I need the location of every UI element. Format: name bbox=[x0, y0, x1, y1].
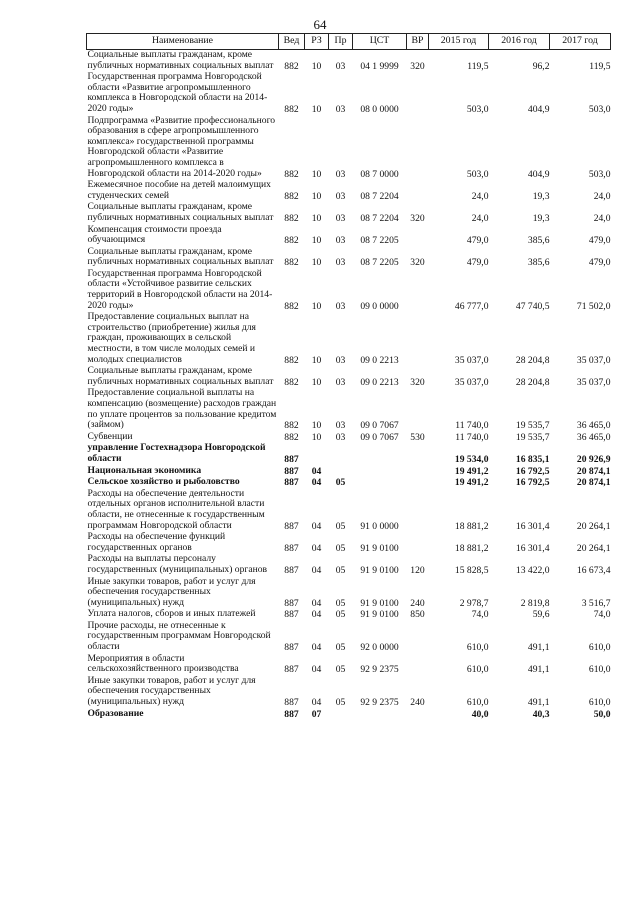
row-vr bbox=[407, 388, 429, 431]
row-rz: 04 bbox=[311, 465, 322, 477]
row-2015: 35 037,0 bbox=[454, 376, 489, 388]
row-name: Уплата налогов, сборов и иных платежей bbox=[87, 608, 256, 620]
row-vr bbox=[407, 532, 429, 554]
header-name: Наименование bbox=[87, 34, 279, 50]
row-cst: 92 9 2375 bbox=[360, 664, 399, 676]
row-cst bbox=[353, 709, 407, 721]
row-cst: 08 7 0000 bbox=[360, 168, 399, 180]
row-ved: 887 bbox=[284, 664, 299, 676]
row-name: Сельское хозяйство и рыболовство bbox=[87, 476, 240, 488]
row-name: Государственная программа Новгородской области «Развитие агропромышленного комплекса в Новгородской области на 2014-2020 годы» bbox=[87, 71, 268, 114]
row-2016: 19,3 bbox=[532, 212, 550, 224]
row-pr: 03 bbox=[335, 420, 346, 432]
row-2016: 16 792,5 bbox=[515, 477, 550, 489]
row-ved: 882 bbox=[284, 103, 299, 115]
row-2015: 11 740,0 bbox=[455, 431, 489, 443]
row-ved: 882 bbox=[284, 300, 299, 312]
row-vr: 240 bbox=[410, 597, 425, 609]
row-rz: 04 bbox=[311, 697, 322, 709]
row-2016: 385,6 bbox=[527, 257, 550, 269]
row-vr bbox=[407, 72, 429, 115]
row-2015: 15 828,5 bbox=[454, 564, 489, 576]
row-rz bbox=[305, 443, 329, 465]
row-cst: 08 7 2205 bbox=[360, 257, 399, 269]
row-name: Государственная программа Новгородской области «Устойчивое развитие сельских территорий в Новгородской области на 2014-2020 годы» bbox=[87, 267, 273, 311]
row-vr: 320 bbox=[410, 212, 425, 224]
row-pr: 03 bbox=[335, 354, 346, 366]
header-rz: РЗ bbox=[305, 34, 329, 50]
row-name: Расходы на выплаты персоналу государственных (муниципальных) органов bbox=[87, 553, 268, 575]
row-2017: 20 874,1 bbox=[576, 477, 611, 489]
row-vr bbox=[407, 489, 429, 532]
row-rz: 10 bbox=[311, 168, 322, 180]
row-rz: 04 bbox=[311, 564, 322, 576]
table-row bbox=[87, 180, 611, 202]
row-2016: 16 792,5 bbox=[515, 465, 550, 477]
row-name: управление Гостехнадзора Новгородской области bbox=[87, 442, 266, 464]
row-2016: 59,6 bbox=[532, 609, 550, 621]
row-vr bbox=[407, 654, 429, 676]
row-rz: 10 bbox=[311, 376, 322, 388]
row-ved: 882 bbox=[284, 60, 299, 72]
header-vr: ВР bbox=[407, 34, 429, 50]
row-ved: 887 bbox=[284, 697, 299, 709]
row-vr bbox=[407, 116, 429, 181]
row-ved: 887 bbox=[284, 609, 299, 621]
row-rz: 10 bbox=[311, 103, 322, 115]
row-cst: 09 0 7067 bbox=[360, 431, 399, 443]
row-cst: 09 0 0000 bbox=[360, 300, 399, 312]
row-vr bbox=[407, 709, 429, 721]
row-2017: 3 516,7 bbox=[581, 597, 611, 609]
row-rz: 04 bbox=[311, 664, 322, 676]
row-cst: 08 7 2204 bbox=[360, 190, 399, 202]
row-2016: 96,2 bbox=[532, 60, 550, 72]
row-2015: 19 491,2 bbox=[454, 465, 489, 477]
row-pr: 05 bbox=[335, 542, 346, 554]
table-row bbox=[87, 366, 611, 388]
row-2017: 20 874,1 bbox=[576, 465, 611, 477]
row-2015: 74,0 bbox=[471, 609, 489, 621]
header-cst: ЦСТ bbox=[353, 34, 407, 50]
row-cst bbox=[353, 477, 407, 489]
row-2016: 19 535,7 bbox=[515, 431, 550, 443]
row-pr: 05 bbox=[335, 664, 346, 676]
header-pr: Пр bbox=[329, 34, 353, 50]
row-2015: 503,0 bbox=[466, 168, 489, 180]
row-pr bbox=[329, 709, 353, 721]
row-2015: 19 534,0 bbox=[454, 453, 489, 465]
row-2016: 47 740,5 bbox=[515, 300, 550, 312]
row-2015: 610,0 bbox=[466, 642, 489, 654]
row-2016: 28 204,8 bbox=[515, 354, 550, 366]
row-cst: 04 1 9999 bbox=[360, 60, 399, 72]
row-2016: 16 301,4 bbox=[515, 520, 550, 532]
row-2017: 24,0 bbox=[593, 212, 611, 224]
table-row bbox=[87, 116, 611, 181]
table-row bbox=[87, 269, 611, 312]
row-2015: 18 881,2 bbox=[454, 520, 489, 532]
row-rz: 10 bbox=[311, 431, 322, 443]
table-row bbox=[87, 50, 611, 73]
row-vr bbox=[407, 443, 429, 465]
row-rz: 04 bbox=[311, 609, 322, 621]
row-2016: 13 422,0 bbox=[515, 564, 550, 576]
table-row bbox=[87, 477, 611, 489]
row-2017: 479,0 bbox=[588, 235, 611, 247]
row-2015: 119,5 bbox=[467, 60, 489, 72]
row-2015: 35 037,0 bbox=[454, 354, 489, 366]
row-vr: 320 bbox=[410, 376, 425, 388]
row-2017: 16 673,4 bbox=[576, 564, 611, 576]
row-pr: 03 bbox=[335, 431, 346, 443]
row-ved: 887 bbox=[284, 453, 299, 465]
row-2016: 19 535,7 bbox=[515, 420, 550, 432]
row-vr bbox=[407, 225, 429, 247]
row-name: Предоставление социальных выплат на строительство (приобретение) жилья для граждан, проживающих в сельской местности, в том числе молодых семей и молодых специалистов bbox=[87, 311, 256, 365]
row-ved: 887 bbox=[284, 477, 299, 489]
row-2016: 28 204,8 bbox=[515, 376, 550, 388]
row-2017: 119,5 bbox=[589, 60, 611, 72]
row-2017: 20 264,1 bbox=[576, 542, 611, 554]
row-2016: 16 835,1 bbox=[515, 453, 550, 465]
header-2016: 2016 год bbox=[489, 34, 550, 50]
row-vr: 530 bbox=[410, 431, 425, 443]
row-2015: 18 881,2 bbox=[454, 542, 489, 554]
row-rz: 04 bbox=[311, 477, 322, 489]
row-2017: 610,0 bbox=[588, 642, 611, 654]
row-pr: 03 bbox=[335, 300, 346, 312]
row-cst: 08 7 2205 bbox=[360, 235, 399, 247]
row-pr: 03 bbox=[335, 376, 346, 388]
row-vr bbox=[407, 180, 429, 202]
row-cst bbox=[353, 443, 407, 465]
row-ved: 887 bbox=[284, 708, 299, 720]
table-row bbox=[87, 72, 611, 115]
row-cst bbox=[353, 466, 407, 478]
row-name: Предоставление социальной выплаты на компенсацию (возмещение) расходов граждан по уплате процентов за пользование кредитом (займом) bbox=[87, 387, 277, 431]
header-2017: 2017 год bbox=[550, 34, 611, 50]
row-ved: 887 bbox=[284, 542, 299, 554]
table-row bbox=[87, 489, 611, 532]
row-pr: 03 bbox=[335, 257, 346, 269]
row-ved: 882 bbox=[284, 212, 299, 224]
row-pr bbox=[329, 466, 353, 478]
table-row bbox=[87, 554, 611, 576]
row-name: Компенсация стоимости проезда обучающимся bbox=[87, 223, 222, 246]
row-2015: 40,0 bbox=[471, 708, 489, 720]
row-pr: 05 bbox=[335, 609, 346, 621]
row-2016: 491,1 bbox=[527, 664, 550, 676]
row-rz: 10 bbox=[311, 190, 322, 202]
table-row bbox=[87, 388, 611, 431]
row-ved: 887 bbox=[284, 465, 299, 477]
row-ved: 882 bbox=[284, 190, 299, 202]
row-rz: 10 bbox=[311, 235, 322, 247]
row-ved: 882 bbox=[284, 257, 299, 269]
table-row bbox=[87, 532, 611, 554]
row-rz: 10 bbox=[311, 212, 322, 224]
row-2017: 24,0 bbox=[593, 190, 611, 202]
row-name: Подпрограмма «Развитие профессионального образования в сфере агропромышленного комплекса» государственной программы Новгородской области «Развитие агропромышленного комплекса в Новгородской области на 2014-2020 годы» bbox=[87, 114, 276, 179]
row-2017: 35 037,0 bbox=[576, 376, 611, 388]
row-ved: 882 bbox=[284, 376, 299, 388]
row-2017: 71 502,0 bbox=[576, 300, 611, 312]
row-2016: 491,1 bbox=[527, 642, 550, 654]
row-name: Расходы на обеспечение деятельности отдельных органов исполнительной власти области, не отнесенные к государственным программам Новгородской области bbox=[87, 487, 265, 531]
row-pr: 03 bbox=[335, 103, 346, 115]
row-ved: 882 bbox=[284, 431, 299, 443]
row-ved: 882 bbox=[284, 235, 299, 247]
table-row bbox=[87, 312, 611, 366]
row-2017: 503,0 bbox=[588, 168, 611, 180]
row-2017: 20 264,1 bbox=[576, 520, 611, 532]
row-2016: 404,9 bbox=[527, 168, 550, 180]
row-rz: 04 bbox=[311, 642, 322, 654]
row-name: Иные закупки товаров, работ и услуг для обеспечения государственных (муниципальных) нужд bbox=[87, 674, 256, 708]
row-2017: 36 465,0 bbox=[576, 431, 611, 443]
row-rz: 10 bbox=[311, 420, 322, 432]
table-row bbox=[87, 709, 611, 721]
row-ved: 882 bbox=[284, 354, 299, 366]
table-body bbox=[87, 50, 611, 721]
row-cst: 91 9 0100 bbox=[360, 542, 399, 554]
row-pr: 03 bbox=[335, 168, 346, 180]
row-2016: 40,3 bbox=[532, 708, 550, 720]
row-cst: 08 0 0000 bbox=[360, 103, 399, 115]
row-ved: 882 bbox=[284, 420, 299, 432]
row-name: Ежемесячное пособие на детей малоимущих студенческих семей bbox=[87, 179, 271, 201]
row-name: Прочие расходы, не отнесенные к государственным программам Новгородской области bbox=[87, 619, 271, 653]
row-pr: 05 bbox=[335, 564, 346, 576]
row-vr: 120 bbox=[410, 564, 425, 576]
header-ved: Вед bbox=[279, 34, 305, 50]
row-2016: 16 301,4 bbox=[515, 542, 550, 554]
row-name: Социальные выплаты гражданам, кроме публичных нормативных социальных выплат bbox=[87, 245, 274, 268]
row-pr: 03 bbox=[335, 60, 346, 72]
row-2016: 19,3 bbox=[532, 190, 550, 202]
table-row bbox=[87, 202, 611, 224]
header-2015: 2015 год bbox=[429, 34, 489, 50]
row-cst: 91 0 0000 bbox=[360, 520, 399, 532]
table-row bbox=[87, 654, 611, 676]
row-cst: 91 9 0100 bbox=[360, 564, 399, 576]
page-number: 64 bbox=[313, 17, 327, 32]
row-2015: 610,0 bbox=[466, 664, 489, 676]
row-pr: 03 bbox=[335, 190, 346, 202]
row-cst: 92 0 0000 bbox=[360, 642, 399, 654]
table-row bbox=[87, 577, 611, 610]
budget-table bbox=[86, 33, 611, 720]
row-2015: 2 978,7 bbox=[459, 597, 489, 609]
row-vr bbox=[407, 312, 429, 366]
row-rz: 04 bbox=[311, 597, 322, 609]
row-pr bbox=[329, 443, 353, 465]
row-2017: 50,0 bbox=[593, 708, 611, 720]
row-rz: 10 bbox=[311, 257, 322, 269]
row-rz: 10 bbox=[311, 300, 322, 312]
row-name: Национальная экономика bbox=[87, 464, 202, 476]
row-name: Субвенции bbox=[87, 430, 133, 442]
row-cst: 91 9 0100 bbox=[360, 597, 399, 609]
row-name: Социальные выплаты гражданам, кроме публичных нормативных социальных выплат bbox=[87, 49, 274, 71]
row-2017: 610,0 bbox=[588, 664, 611, 676]
row-vr bbox=[407, 621, 429, 654]
row-2015: 46 777,0 bbox=[454, 300, 489, 312]
row-2017: 35 037,0 bbox=[576, 354, 611, 366]
table-row bbox=[87, 247, 611, 269]
table-row bbox=[87, 443, 611, 465]
row-name: Мероприятия в области сельскохозяйственного производства bbox=[87, 652, 239, 675]
row-vr: 320 bbox=[410, 257, 425, 269]
table-row bbox=[87, 621, 611, 654]
row-rz: 04 bbox=[311, 542, 322, 554]
row-pr: 03 bbox=[335, 235, 346, 247]
row-2017: 36 465,0 bbox=[576, 420, 611, 432]
row-ved: 887 bbox=[284, 564, 299, 576]
row-name: Иные закупки товаров, работ и услуг для обеспечения государственных (муниципальных) нужд bbox=[87, 575, 256, 608]
row-2017: 479,0 bbox=[588, 257, 611, 269]
row-2015: 19 491,2 bbox=[454, 477, 489, 489]
table-row bbox=[87, 676, 611, 709]
row-2016: 404,9 bbox=[527, 103, 550, 115]
row-rz: 10 bbox=[311, 354, 322, 366]
row-ved: 882 bbox=[284, 168, 299, 180]
row-cst: 91 9 0100 bbox=[360, 609, 399, 621]
row-ved: 887 bbox=[284, 597, 299, 609]
row-pr: 05 bbox=[335, 597, 346, 609]
row-cst: 09 0 2213 bbox=[360, 376, 399, 388]
row-2015: 610,0 bbox=[466, 697, 489, 709]
row-cst: 92 9 2375 bbox=[360, 697, 399, 709]
row-2016: 385,6 bbox=[527, 235, 550, 247]
row-2015: 479,0 bbox=[466, 235, 489, 247]
row-vr bbox=[407, 269, 429, 312]
row-2016: 2 819,8 bbox=[520, 597, 550, 609]
row-2015: 11 740,0 bbox=[455, 420, 489, 432]
row-2015: 24,0 bbox=[471, 212, 489, 224]
table-row bbox=[87, 225, 611, 247]
row-pr: 03 bbox=[335, 212, 346, 224]
row-ved: 887 bbox=[284, 642, 299, 654]
row-2017: 20 926,9 bbox=[576, 453, 611, 465]
row-2015: 503,0 bbox=[466, 103, 489, 115]
row-vr: 320 bbox=[410, 60, 425, 72]
row-rz: 10 bbox=[311, 60, 322, 72]
row-name: Образование bbox=[87, 707, 144, 719]
row-2015: 479,0 bbox=[466, 257, 489, 269]
row-pr: 05 bbox=[335, 477, 346, 489]
row-cst: 09 0 7067 bbox=[360, 420, 399, 432]
row-rz: 04 bbox=[311, 520, 322, 532]
row-vr: 240 bbox=[410, 697, 425, 709]
row-vr bbox=[407, 466, 429, 478]
row-cst: 09 0 2213 bbox=[360, 354, 399, 366]
row-vr bbox=[407, 477, 429, 489]
row-name: Расходы на обеспечение функций государственных органов bbox=[87, 531, 226, 553]
row-2017: 503,0 bbox=[588, 103, 611, 115]
row-pr: 05 bbox=[335, 642, 346, 654]
row-2017: 74,0 bbox=[593, 609, 611, 621]
row-pr: 05 bbox=[335, 520, 346, 532]
row-2016: 491,1 bbox=[527, 697, 550, 709]
row-rz: 07 bbox=[311, 708, 322, 720]
row-2017: 610,0 bbox=[588, 697, 611, 709]
row-pr: 05 bbox=[335, 697, 346, 709]
row-2015: 24,0 bbox=[471, 190, 489, 202]
row-vr: 850 bbox=[410, 609, 425, 621]
row-cst: 08 7 2204 bbox=[360, 212, 399, 224]
row-name: Социальные выплаты гражданам, кроме публичных нормативных социальных выплат bbox=[87, 201, 274, 223]
table-header bbox=[87, 34, 611, 50]
row-ved: 887 bbox=[284, 520, 299, 532]
row-name: Социальные выплаты гражданам, кроме публичных нормативных социальных выплат bbox=[87, 365, 274, 387]
